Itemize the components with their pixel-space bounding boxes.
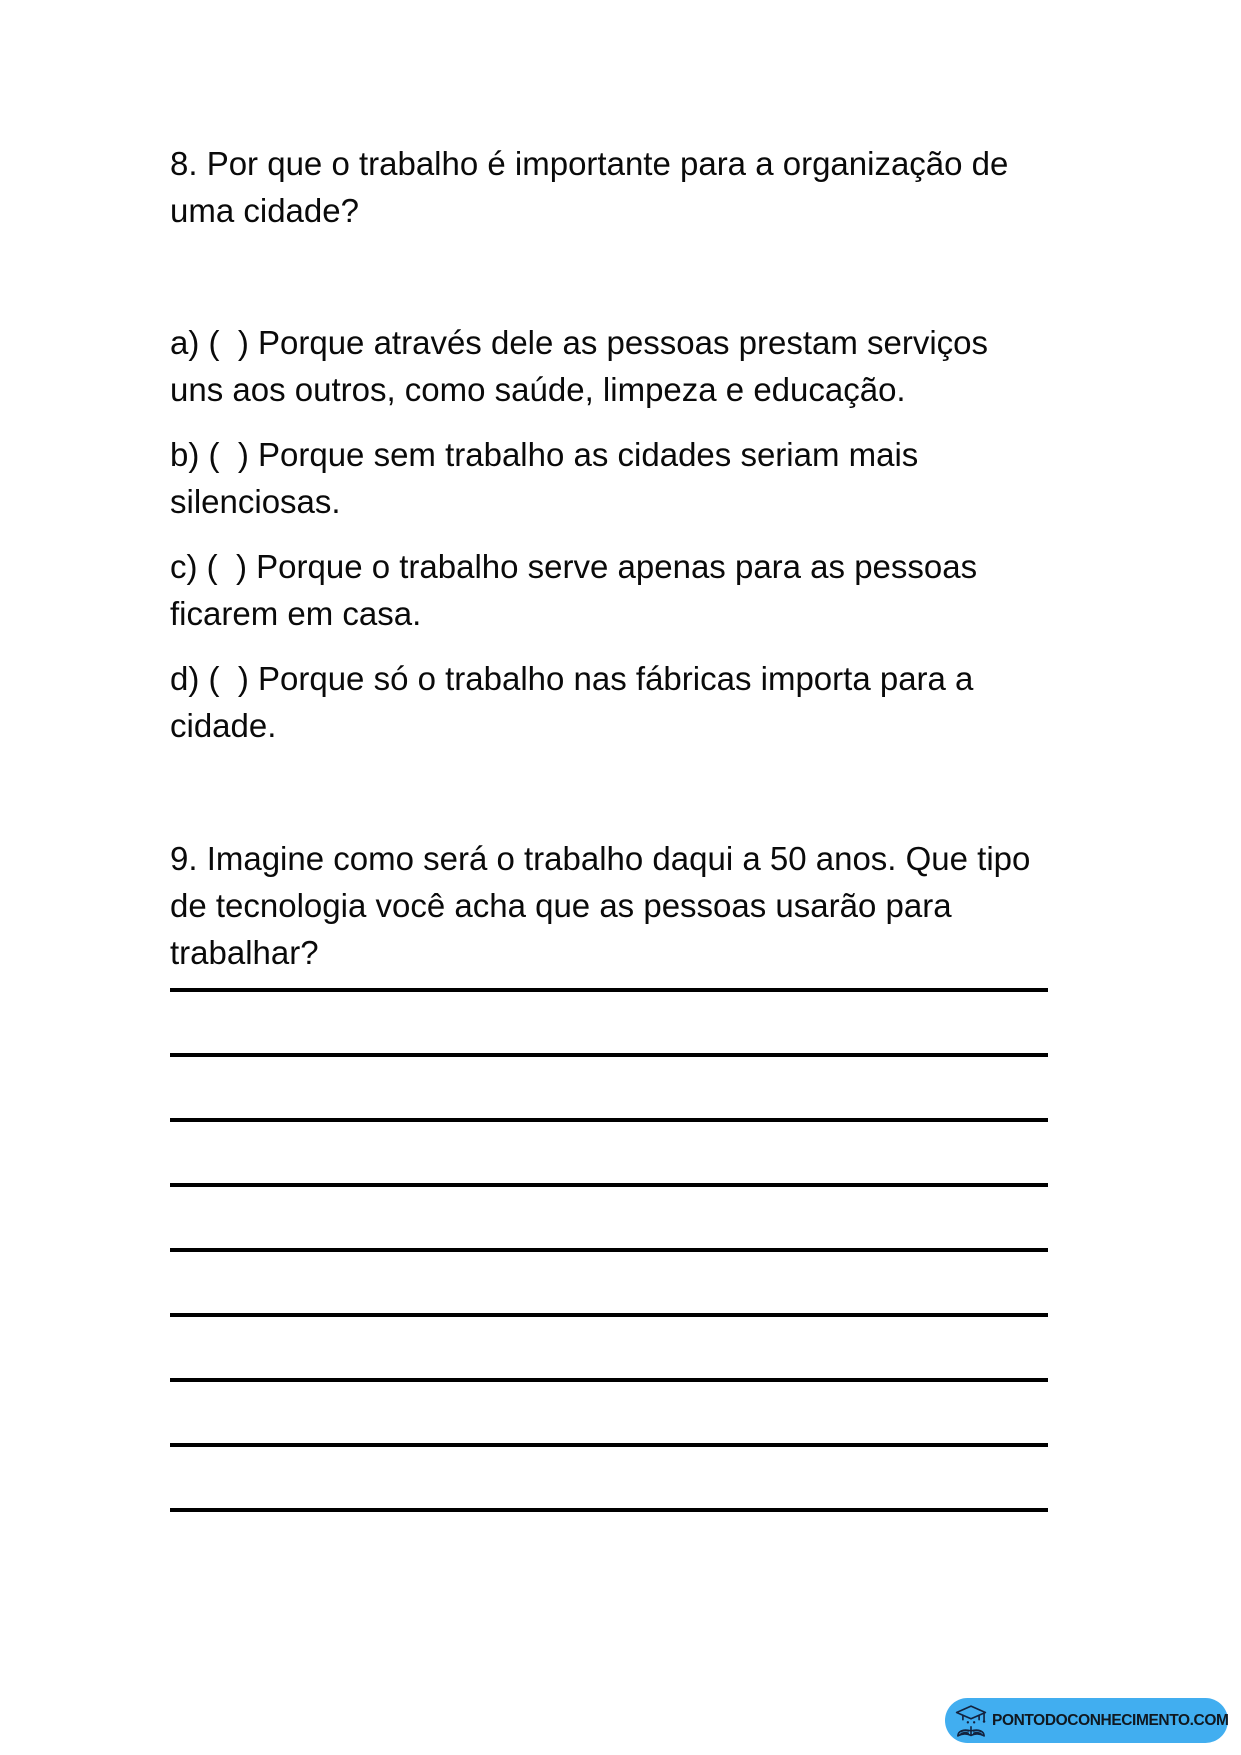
text-line: uma cidade? [170, 192, 359, 229]
answer-line [170, 1122, 1048, 1187]
answer-line [170, 1187, 1048, 1252]
text-line: c) ( ) Porque o trabalho serve apenas para as pessoas [170, 548, 978, 585]
student-book-icon [953, 1703, 989, 1739]
badge-label: PONTODOCONHECIMENTO.COM [992, 1711, 1229, 1729]
text-line: silenciosas. [170, 483, 341, 520]
question-8-options [170, 319, 1048, 749]
answer-line [170, 976, 1048, 992]
answer-line [170, 1252, 1048, 1317]
answer-line [170, 1447, 1048, 1512]
question-8 [170, 140, 1048, 234]
option-d [170, 655, 1048, 749]
text-line: cidade. [170, 707, 277, 744]
answer-line [170, 1057, 1048, 1122]
text-line: 8. Por que o trabalho é importante para a organização de [170, 145, 1009, 182]
text-line: trabalhar? [170, 934, 319, 971]
pontodoconhecimento-badge[interactable] [945, 1698, 1228, 1743]
answer-line [170, 992, 1048, 1057]
text-line: ficarem em casa. [170, 595, 422, 632]
answer-line [170, 1382, 1048, 1447]
text-line: d) ( ) Porque só o trabalho nas fábricas importa para a [170, 660, 974, 697]
text-line: a) ( ) Porque através dele as pessoas prestam serviços [170, 324, 989, 361]
text-line: de tecnologia você acha que as pessoas usarão para [170, 887, 952, 924]
answer-line [170, 1317, 1048, 1382]
text-line: b) ( ) Porque sem trabalho as cidades seriam mais [170, 436, 919, 473]
option-a [170, 319, 1048, 413]
text-line: 9. Imagine como será o trabalho daqui a 50 anos. Que tipo [170, 840, 1031, 877]
question-9 [170, 835, 1048, 976]
text-line: uns aos outros, como saúde, limpeza e educação. [170, 371, 906, 408]
option-b [170, 431, 1048, 525]
option-c [170, 543, 1048, 637]
answer-lines [170, 976, 1048, 1512]
